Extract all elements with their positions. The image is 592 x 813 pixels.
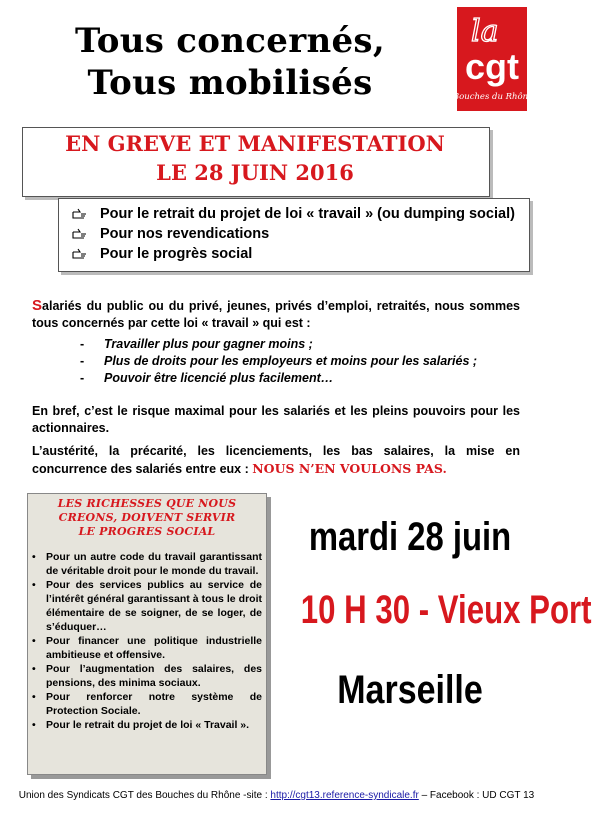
demand-item [72,204,515,224]
event-date: mardi 28 juin [308,515,512,559]
richesses-list [32,550,262,732]
refusal-paragraph [32,443,520,478]
richesses-item-text: Pour financer une politique industrielle ambitieuse et offensive. [46,635,262,661]
richesses-title-line: LE PROGRES SOCIAL [78,525,216,538]
consequences-list [80,336,477,387]
list-item: • Pour des services publics au service de l’intérêt général garantissant à tous le droit élémentaire de se soigner, de se loger, de s’éduquer… [32,579,262,633]
consequence-text: Travailler plus pour gagner moins ; [104,337,313,351]
demand-label: Pour le progrès social [100,246,253,262]
consequence-text: Plus de droits pour les employeurs et moins pour les salariés ; [104,354,478,368]
richesses-item-text: Pour le retrait du projet de loi « Travail ». [46,719,250,731]
richesses-item-text: Pour renforcer notre système de Protection Sociale. [46,691,262,717]
refusal-emphasis: NOUS N’EN VOULONS PAS. [252,461,447,476]
summary-paragraph: En bref, c’est le risque maximal pour les salariés et les pleins pouvoirs pour les actionnaires. [32,404,520,435]
richesses-title-line: CREONS, DOIVENT SERVIR [58,511,236,524]
intro-text: alariés du public ou du privé, jeunes, privés d’emploi, retraités, nous sommes tous concernés par cette loi « travail » qui est : [32,299,520,330]
list-item: • Pour un autre code du travail garantissant de véritable droit pour le monde du travail. [32,551,262,577]
refusal-text: L’austérité, la précarité, les licenciements, les bas salaires, la mise en concurrence des salariés entre eux : [32,444,520,476]
title-line-2: Tous mobilisés [87,63,373,103]
footer-suffix: – Facebook : UD CGT 13 [418,790,535,801]
richesses-item-text: Pour l’augmentation des salaires, des pensions, des minima sociaux. [46,663,262,689]
logo-script: la [471,14,499,49]
list-item: • Pour financer une politique industrielle ambitieuse et offensive. [32,635,262,661]
richesses-item-text: Pour un autre code du travail garantissant de véritable droit pour le monde du travail. [46,551,262,577]
cgt-logo [452,7,534,111]
richesses-title [28,497,266,539]
pointing-hand-icon [72,247,88,261]
consequence-text: Pouvoir être licencié plus facilement… [104,371,334,385]
footer-website-link[interactable]: http://cgt13.reference-syndicale.fr [270,790,419,801]
event-city: Marseille [337,668,483,712]
pointing-hand-icon [72,227,88,241]
logo-region: Bouches du Rhône [452,92,534,102]
list-item: - Travailler plus pour gagner moins ; [80,337,313,351]
list-item: • Pour le retrait du projet de loi « Travail ». [32,718,262,732]
list-item: - Plus de droits pour les employeurs et moins pour les salariés ; [80,354,478,368]
strike-line-2: LE 28 JUIN 2016 [156,160,354,185]
title-line-1: Tous concernés, [75,21,385,61]
demand-item [72,224,269,244]
intro-paragraph [32,297,520,332]
intro-dropcap: S [32,297,43,314]
event-time-place: 10 H 30 - Vieux Port [300,588,592,632]
footer-prefix: Union des Syndicats CGT des Bouches du Rhône -site : [18,790,271,801]
richesses-title-line: LES RICHESSES QUE NOUS [57,497,237,510]
list-item: • Pour renforcer notre système de Protection Sociale. [32,691,262,717]
list-item: • Pour l’augmentation des salaires, des pensions, des minima sociaux. [32,663,262,689]
pointing-hand-icon [72,207,88,221]
list-item: - Pouvoir être licencié plus facilement… [80,371,334,385]
strike-line-1: EN GREVE ET MANIFESTATION [65,131,445,156]
demand-label: Pour nos revendications [100,226,270,242]
page-title [20,20,440,104]
demand-item [72,244,252,264]
demand-label: Pour le retrait du projet de loi « travail » (ou dumping social) [100,206,515,222]
richesses-item-text: Pour des services publics au service de l’intérêt général garantissant à tous le droit élémentaire de se soigner, de se loger, de s’éduquer… [46,579,262,633]
logo-brand: cgt [465,46,519,87]
footer [0,790,553,802]
